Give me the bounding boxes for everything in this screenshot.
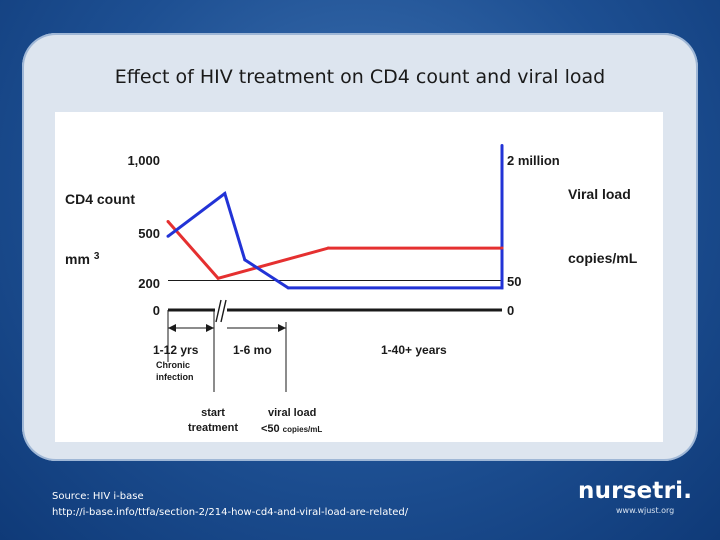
right-tick-0: 0	[507, 303, 515, 318]
data-point-viral-load-2	[243, 258, 246, 261]
data-point-viral-load-1	[223, 192, 226, 195]
left-tick-1000: 1,000	[127, 153, 160, 168]
data-point-viral-load-5	[501, 144, 504, 147]
brand-url: www.wjust.org	[616, 506, 675, 515]
data-point-cd4-0	[167, 220, 170, 223]
period-sub-1: Chronic	[156, 360, 191, 370]
left-axis-unit-superscript: 3	[93, 251, 100, 262]
left-tick-0: 0	[152, 303, 160, 318]
right-axis-label-line2: copies/mL	[568, 250, 638, 266]
data-point-cd4-2	[327, 247, 330, 250]
cd4-viral-load-chart	[55, 112, 663, 442]
source-url[interactable]: http://i-base.info/ttfa/section-2/214-how-cd4-and-viral-load-are-related/	[52, 507, 409, 518]
left-tick-200: 200	[138, 276, 160, 291]
event-viral-load-value: <50	[261, 423, 280, 435]
chart-panel	[55, 112, 663, 442]
period-sub-2: infection	[156, 372, 194, 382]
period-label-1: 1-12 yrs	[153, 343, 199, 357]
series-line-cd4	[168, 222, 502, 279]
left-tick-500: 500	[138, 226, 160, 241]
period-label-3: 1-40+ years	[381, 343, 447, 357]
left-axis-label-line1: CD4 count	[65, 191, 135, 207]
period-label-2: 1-6 mo	[233, 343, 272, 357]
series-line-viral-load	[168, 146, 502, 288]
source-label: Source: HIV i-base	[52, 491, 144, 502]
event-viral-load-label2	[261, 423, 322, 435]
right-axis-label-line1: Viral load	[568, 186, 631, 202]
left-axis-unit: mm	[65, 251, 90, 267]
axis-break-mark-2	[221, 300, 226, 322]
event-start-label1: start	[201, 407, 225, 419]
arrowhead-viral-load	[278, 324, 286, 332]
right-tick-50: 50	[507, 274, 522, 289]
arrowhead-left	[168, 324, 176, 332]
data-point-viral-load-3	[287, 286, 290, 289]
event-viral-load-unit: copies/mL	[282, 425, 323, 434]
data-point-viral-load-0	[167, 235, 170, 238]
axis-break-mark-1	[216, 300, 221, 322]
event-start-label2: treatment	[187, 422, 239, 434]
brand-logo: nursetri.	[578, 478, 693, 504]
event-viral-load-label1: viral load	[268, 407, 317, 419]
series-points	[167, 144, 504, 289]
arrowhead-right	[206, 324, 214, 332]
left-axis-label-line2	[65, 251, 100, 267]
right-tick-2-million: 2 million	[507, 153, 560, 168]
data-point-viral-load-4	[501, 286, 504, 289]
slide-title: Effect of HIV treatment on CD4 count and viral load	[114, 66, 606, 88]
data-point-cd4-1	[217, 277, 220, 280]
data-point-cd4-3	[501, 247, 504, 250]
source-citation	[52, 489, 408, 521]
